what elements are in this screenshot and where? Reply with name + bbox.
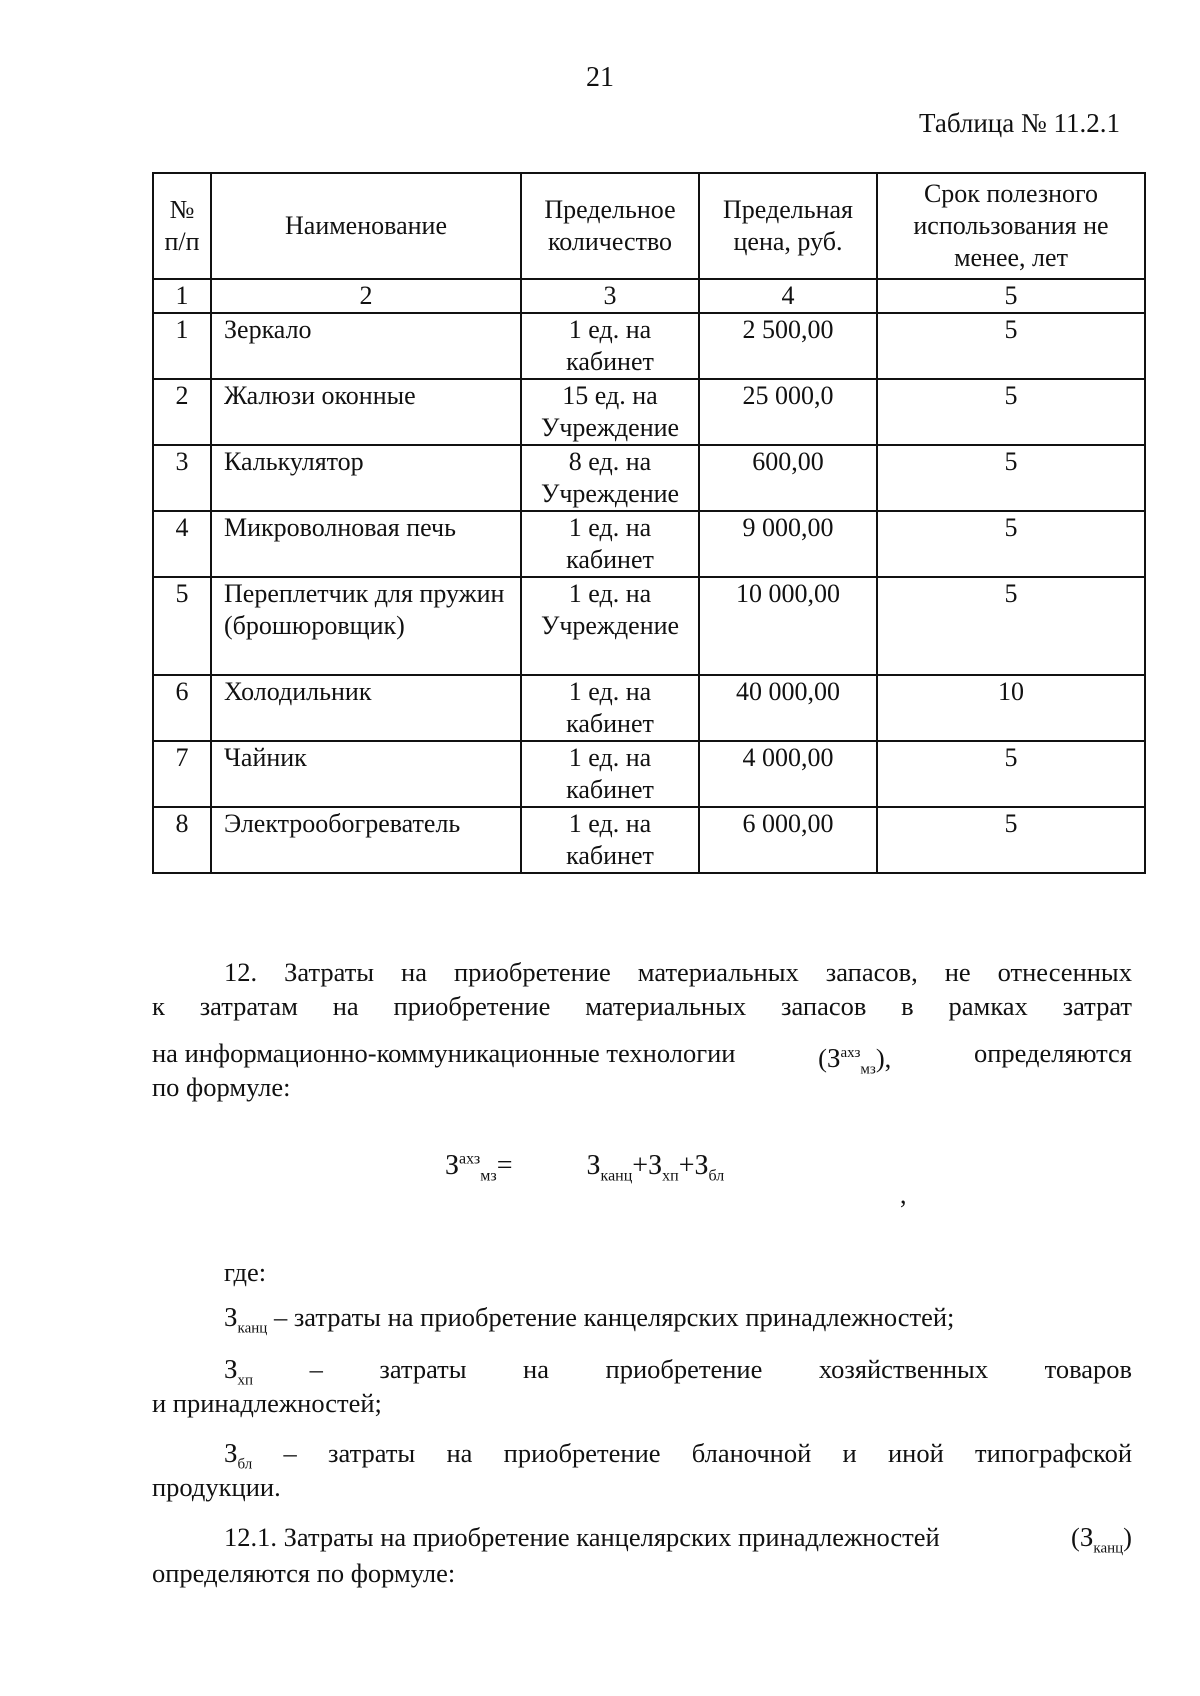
row-life: 5 — [877, 445, 1145, 511]
row-price: 6 000,00 — [699, 807, 877, 873]
table-row — [153, 379, 1145, 445]
row-num: 7 — [153, 741, 211, 807]
row-price: 9 000,00 — [699, 511, 877, 577]
row-qty: 1 ед. на кабинет — [521, 807, 699, 873]
where-label: где: — [224, 1257, 267, 1287]
column-number: 4 — [699, 279, 877, 313]
table-row — [153, 313, 1145, 379]
row-price: 600,00 — [699, 445, 877, 511]
row-life: 5 — [877, 577, 1145, 675]
symbol-z-kanc: $З_{канц}$ — [224, 1302, 268, 1337]
row-qty: 15 ед. на Учреждение — [521, 379, 699, 445]
row-price: 2 500,00 — [699, 313, 877, 379]
symbol-z-bl: $З_{бл}$ — [224, 1438, 253, 1473]
row-name: Зеркало — [211, 313, 521, 379]
def-bl-line1: $З_{бл}$ – затраты на приобретение бланочной и иной типографской — [224, 1438, 1132, 1473]
row-life: 5 — [877, 741, 1145, 807]
column-number: 2 — [211, 279, 521, 313]
formula-rhs: $З_{канц}+З_{хп}+З_{бл}$ — [586, 1150, 725, 1185]
row-name: Переплетчик для пружин (брошюровщик) — [211, 577, 521, 675]
table-row — [153, 675, 1145, 741]
formula-main — [445, 1150, 724, 1186]
column-number-row — [153, 279, 1145, 313]
formula-comma: , — [900, 1180, 907, 1209]
page-number: 21 — [586, 62, 614, 93]
items-table — [152, 172, 1146, 874]
row-name: Чайник — [211, 741, 521, 807]
table-row — [153, 807, 1145, 873]
row-num: 5 — [153, 577, 211, 675]
row-name: Микроволновая печь — [211, 511, 521, 577]
formula-equals: = — [496, 1150, 513, 1181]
table-header-row — [153, 173, 1145, 279]
table-row — [153, 741, 1145, 807]
def-kanc: $З_{канц}$ – затраты на приобретение канцелярских принадлежностей; — [224, 1302, 955, 1337]
row-num: 2 — [153, 379, 211, 445]
row-price: 4 000,00 — [699, 741, 877, 807]
row-price: 10 000,00 — [699, 577, 877, 675]
formula-lhs: $З^{ахз}_{мз}$ — [445, 1150, 497, 1185]
row-num: 1 — [153, 313, 211, 379]
row-qty: 1 ед. на кабинет — [521, 313, 699, 379]
row-life: 10 — [877, 675, 1145, 741]
symbol-z-hp: $З_{хп}$ — [224, 1354, 254, 1389]
header-life: Срок полезного использования не менее, лет — [877, 173, 1145, 279]
def-hp-line2: и принадлежностей; — [152, 1388, 382, 1418]
row-price: 25 000,0 — [699, 379, 877, 445]
row-qty: 1 ед. на Учреждение — [521, 577, 699, 675]
section12-1-line2: определяются по формуле: — [152, 1558, 456, 1588]
table-row — [153, 577, 1145, 675]
header-name: Наименование — [211, 173, 521, 279]
column-number: 1 — [153, 279, 211, 313]
row-num: 4 — [153, 511, 211, 577]
row-name: Холодильник — [211, 675, 521, 741]
section12-line3-text: на информационно-коммуникационные технологии — [152, 1038, 736, 1068]
section12-line3-tail: определяются — [973, 1038, 1132, 1068]
row-num: 6 — [153, 675, 211, 741]
def-bl-line2: продукции. — [152, 1472, 281, 1502]
table-row — [153, 445, 1145, 511]
header-price: Предельная цена, руб. — [699, 173, 877, 279]
row-life: 5 — [877, 511, 1145, 577]
row-num: 8 — [153, 807, 211, 873]
section12-line4: по формуле: — [152, 1072, 291, 1102]
header-num: № п/п — [153, 173, 211, 279]
row-qty: 1 ед. на кабинет — [521, 741, 699, 807]
section12-line2: к затратам на приобретение материальных запасов в рамках затрат — [152, 991, 1132, 1021]
def-hp-line1: $З_{хп}$ – затраты на приобретение хозяйственных товаров — [224, 1354, 1133, 1389]
section12-line1: 12. Затраты на приобретение материальных запасов, не отнесенных — [224, 957, 1132, 987]
table-row — [153, 511, 1145, 577]
column-number: 3 — [521, 279, 699, 313]
row-price: 40 000,00 — [699, 675, 877, 741]
header-qty: Предельное количество — [521, 173, 699, 279]
row-life: 5 — [877, 379, 1145, 445]
row-qty: 1 ед. на кабинет — [521, 675, 699, 741]
section12-1-line1: 12.1. Затраты на приобретение канцелярских принадлежностей $(З_{канц})$ — [224, 1520, 1132, 1565]
row-life: 5 — [877, 807, 1145, 873]
row-life: 5 — [877, 313, 1145, 379]
row-name: Жалюзи оконные — [211, 379, 521, 445]
column-number: 5 — [877, 279, 1145, 313]
row-qty: 8 ед. на Учреждение — [521, 445, 699, 511]
row-qty: 1 ед. на кабинет — [521, 511, 699, 577]
row-num: 3 — [153, 445, 211, 511]
symbol-z-axz-mz: $(З^{ахз}_{мз})$, — [818, 1043, 892, 1078]
row-name: Электрообогреватель — [211, 807, 521, 873]
symbol-z-kanc-2: $(З_{канц})$ — [1071, 1522, 1132, 1557]
row-name: Калькулятор — [211, 445, 521, 511]
table-caption: Таблица № 11.2.1 — [919, 108, 1120, 138]
